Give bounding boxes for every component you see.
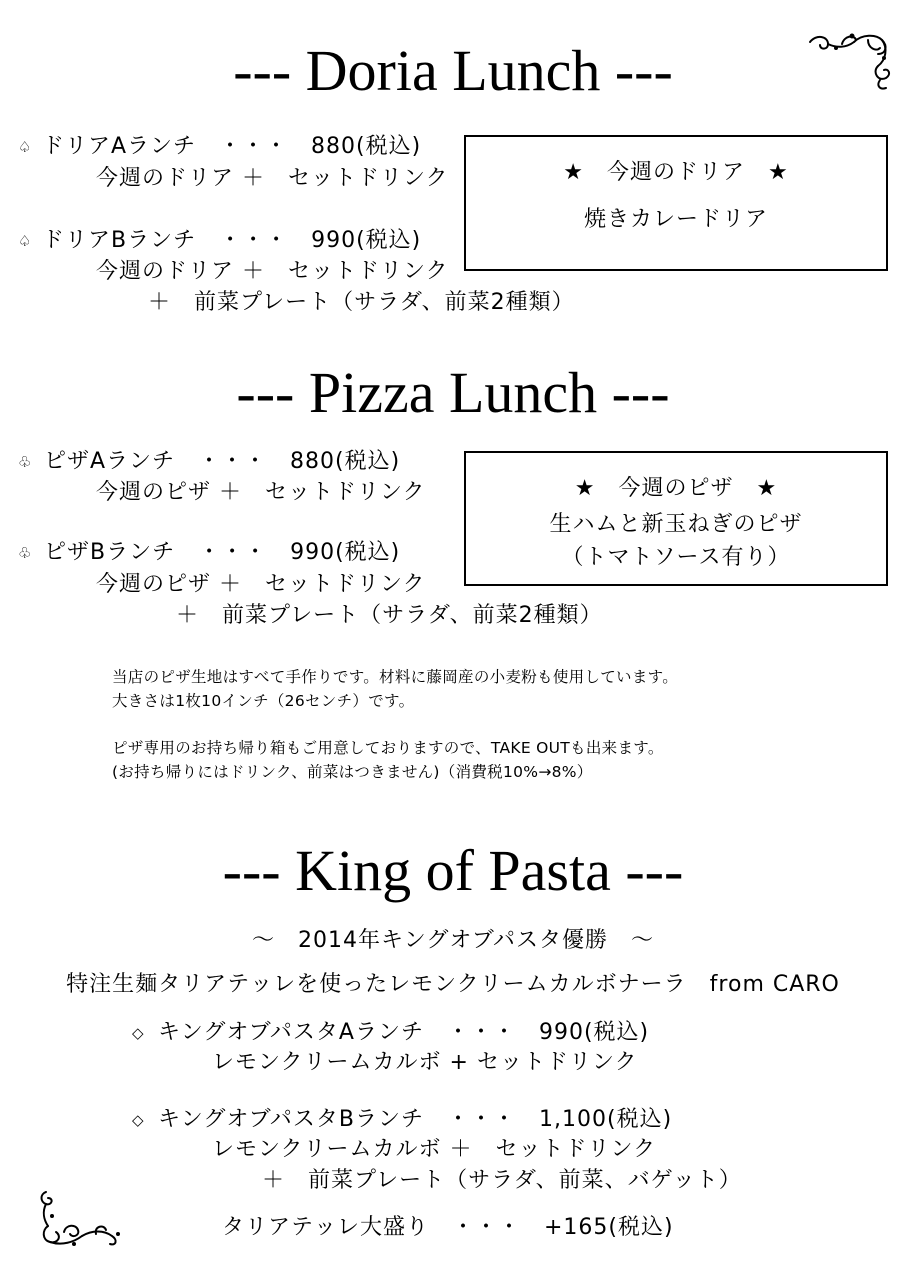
spade-outline-icon: ♤ xyxy=(18,138,32,156)
doria-a-name-price: ドリアAランチ ・・・ 880(税込) xyxy=(42,134,422,159)
doria-section-title: --- Doria Lunch --- xyxy=(233,38,673,103)
doria-b-name-price: ドリアBランチ ・・・ 990(税込) xyxy=(42,228,422,253)
pizza-special-note: （トマトソース有り） xyxy=(561,545,791,570)
spade-outline-icon: ♤ xyxy=(18,232,32,250)
pizza-a-description: 今週のピザ ＋ セットドリンク xyxy=(96,480,426,505)
diamond-outline-icon: ◇ xyxy=(132,1111,144,1129)
club-outline-icon: ♧ xyxy=(18,453,32,471)
pizza-weekly-special-box xyxy=(464,451,888,586)
pizza-note-line: ピザ専用のお持ち帰り箱もご用意しておりますので、TAKE OUTも出来ます。 xyxy=(112,739,664,757)
pizza-b-description: 今週のピザ ＋ セットドリンク xyxy=(96,572,426,597)
pasta-b-description-extra: ＋ 前菜プレート（サラダ、前菜、バゲット） xyxy=(262,1168,742,1193)
pasta-a-name-price: キングオブパスタAランチ ・・・ 990(税込) xyxy=(158,1020,650,1045)
club-outline-icon: ♧ xyxy=(18,544,32,562)
doria-a-description: 今週のドリア ＋ セットドリンク xyxy=(96,166,449,191)
pasta-award-subtitle: ～ 2014年キングオブパスタ優勝 ～ xyxy=(252,928,654,953)
doria-special-name: 焼きカレードリア xyxy=(583,207,768,232)
doria-b-description-extra: ＋ 前菜プレート（サラダ、前菜2種類） xyxy=(148,290,575,315)
pizza-note-line: 大きさは1枚10インチ（26センチ）です。 xyxy=(112,692,415,710)
pasta-large-portion-option: タリアテッレ大盛り ・・・ +165(税込) xyxy=(222,1215,674,1240)
pizza-a-name-price: ピザAランチ ・・・ 880(税込) xyxy=(44,449,401,474)
doria-b-description: 今週のドリア ＋ セットドリンク xyxy=(96,259,449,284)
pizza-special-name: 生ハムと新玉ねぎのピザ xyxy=(549,512,803,537)
pasta-b-description: レモンクリームカルボ ＋ セットドリンク xyxy=(212,1137,657,1162)
pizza-note-line: 当店のピザ生地はすべて手作りです。材料に藤岡産の小麦粉も使用しています。 xyxy=(112,668,679,686)
pizza-special-heading: ★ 今週のピザ ★ xyxy=(574,476,778,501)
pizza-b-description-extra: ＋ 前菜プレート（サラダ、前菜2種類） xyxy=(176,603,603,628)
pizza-note-line: (お持ち帰りにはドリンク、前菜はつきません)（消費税10%→8%） xyxy=(112,763,593,781)
corner-flourish-bottom-left-icon xyxy=(34,1186,124,1250)
pasta-tagline: 特注生麺タリアテッレを使ったレモンクリームカルボナーラ from CARO xyxy=(66,972,840,997)
pasta-a-description: レモンクリームカルボ + セットドリンク xyxy=(212,1050,638,1075)
pizza-b-name-price: ピザBランチ ・・・ 990(税込) xyxy=(44,540,401,565)
doria-special-heading: ★ 今週のドリア ★ xyxy=(563,160,789,185)
pasta-section-title: --- King of Pasta --- xyxy=(222,838,684,903)
pasta-b-name-price: キングオブパスタBランチ ・・・ 1,100(税込) xyxy=(158,1107,673,1132)
doria-weekly-special-box xyxy=(464,135,888,271)
diamond-outline-icon: ◇ xyxy=(132,1024,144,1042)
pizza-section-title: --- Pizza Lunch --- xyxy=(236,360,670,425)
